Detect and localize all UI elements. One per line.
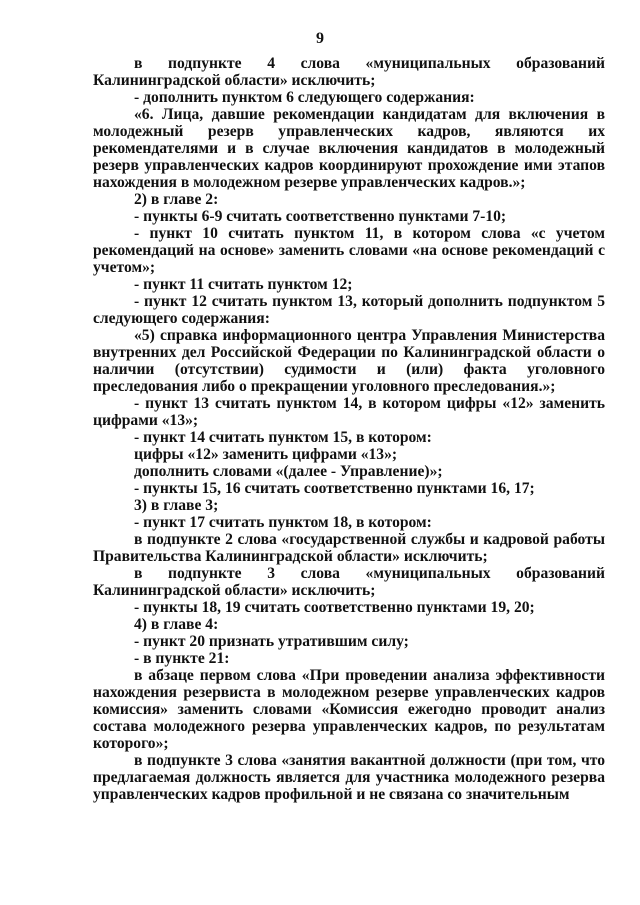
paragraph: в абзаце первом слова «При проведении анализа эффективности нахождения резервиста в молодежном резерве управленческих кадров комиссия» заменить словами «Комиссия ежегодно проводит анализ состава молодежного резерва управленческих кадров, по результатам которого»;: [93, 667, 605, 752]
paragraph: - в пункте 21:: [134, 650, 230, 667]
paragraph: «6. Лица, давшие рекомендации кандидатам для включения в молодежный резерв управленческих кадров, являются их рекомендателями и в случае включения кандидатов в молодежный резерв управленческих кадров координируют прохождение ими этапов нахождения в молодежном резерве управленческих кадров.»;: [93, 106, 605, 191]
paragraph: в подпункте 3 слова «муниципальных образований Калининградской области» исключить;: [93, 565, 605, 599]
paragraph: в подпункте 3 слова «занятия вакантной должности (при том, что предлагаемая должность является для участника молодежного резерва управленческих кадров профильной и не связана со значительным: [93, 752, 605, 803]
paragraph: - пункты 18, 19 считать соответственно пунктами 19, 20;: [134, 599, 535, 616]
paragraph: - пункты 15, 16 считать соответственно пунктами 16, 17;: [134, 480, 535, 497]
paragraph: 2) в главе 2:: [134, 191, 219, 208]
paragraph: 3) в главе 3;: [134, 497, 219, 514]
paragraph: - пункт 10 считать пунктом 11, в котором слова «с учетом рекомендаций на основе» заменить словами «на основе рекомендаций с учетом»;: [93, 225, 605, 276]
paragraph: - пункт 13 считать пунктом 14, в котором цифры «12» заменить цифрами «13»;: [93, 395, 605, 429]
paragraph: «5) справка информационного центра Управления Министерства внутренних дел Российской Федерации по Калининградской области о наличии (отсутствии) судимости и (или) факта уголовного преследования либо о прекращении уголовного преследования.»;: [93, 327, 605, 395]
paragraph: - пункт 17 считать пунктом 18, в котором:: [134, 514, 432, 531]
paragraph: - пункт 12 считать пунктом 13, который дополнить подпунктом 5 следующего содержания:: [93, 293, 605, 327]
paragraph: - пункты 6-9 считать соответственно пунктами 7-10;: [134, 208, 507, 225]
paragraph: - пункт 20 признать утратившим силу;: [134, 633, 409, 650]
paragraph: дополнить словами «(далее - Управление)»;: [134, 463, 443, 480]
paragraph: - пункт 11 считать пунктом 12;: [134, 276, 353, 293]
paragraph: - дополнить пунктом 6 следующего содержания:: [134, 89, 475, 106]
paragraph: в подпункте 4 слова «муниципальных образований Калининградской области» исключить;: [93, 55, 605, 89]
page-number: 9: [316, 30, 324, 47]
paragraph: 4) в главе 4:: [134, 616, 219, 633]
document-body: [93, 55, 605, 803]
paragraph: - пункт 14 считать пунктом 15, в котором:: [134, 429, 432, 446]
paragraph: цифры «12» заменить цифрами «13»;: [134, 446, 398, 463]
paragraph: в подпункте 2 слова «государственной службы и кадровой работы Правительства Калининградской области» исключить;: [93, 531, 605, 565]
